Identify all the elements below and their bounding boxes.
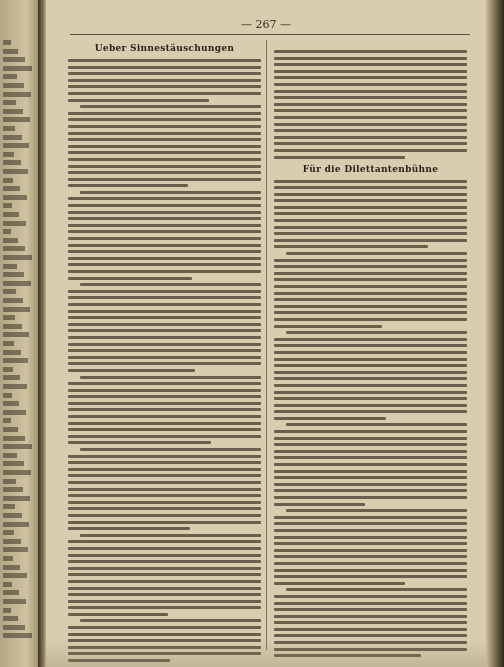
- text-line: [274, 549, 467, 552]
- text-line: [274, 437, 467, 440]
- text-line: [68, 263, 261, 266]
- text-line: [274, 96, 467, 99]
- text-line: [274, 325, 382, 328]
- text-line: [274, 142, 467, 145]
- text-line: [274, 608, 467, 611]
- section-heading: Für die Dilettantenbühne: [302, 164, 439, 175]
- text-line: [274, 384, 467, 387]
- text-line: [68, 488, 261, 491]
- text-fragment: [3, 255, 32, 260]
- text-column-right: [274, 40, 467, 661]
- text-line: [68, 178, 261, 181]
- text-line: [274, 522, 467, 525]
- text-line: [68, 197, 261, 200]
- text-line: [274, 219, 467, 222]
- text-fragment: [3, 358, 28, 363]
- text-fragment: [3, 83, 24, 88]
- text-fragment: [3, 487, 23, 492]
- text-fragment: [3, 40, 11, 45]
- text-line: [68, 382, 261, 385]
- text-line: [68, 507, 261, 510]
- text-line: [68, 217, 261, 220]
- text-fragment: [3, 298, 23, 303]
- text-line: [274, 351, 467, 354]
- text-line: [80, 191, 261, 194]
- text-line: [68, 633, 261, 636]
- text-line: [68, 329, 261, 332]
- text-fragment: [3, 582, 12, 587]
- text-line: [68, 343, 261, 346]
- text-line: [68, 481, 261, 484]
- text-fragment: [3, 109, 23, 114]
- text-fragment: [3, 401, 19, 406]
- text-line: [274, 63, 467, 66]
- text-line: [68, 230, 261, 233]
- text-line: [274, 199, 467, 202]
- text-line: [68, 389, 261, 392]
- text-fragment: [3, 504, 15, 509]
- text-line: [274, 212, 467, 215]
- text-line: [274, 555, 467, 558]
- text-fragment: [3, 444, 32, 449]
- text-fragment: [3, 307, 30, 312]
- text-line: [274, 285, 467, 288]
- text-fragment: [3, 590, 19, 595]
- text-line: [274, 404, 467, 407]
- section-heading: Ueber Sinnestäuschungen: [94, 44, 235, 54]
- column-divider: [266, 40, 267, 650]
- text-line: [68, 257, 261, 260]
- text-line: [274, 76, 467, 79]
- text-line: [274, 180, 467, 183]
- text-line: [274, 470, 467, 473]
- text-fragment: [3, 418, 11, 423]
- text-fragment: [3, 350, 21, 355]
- text-line: [68, 296, 261, 299]
- text-line: [68, 250, 261, 253]
- text-line: [274, 397, 467, 400]
- text-fragment: [3, 453, 17, 458]
- page-number: — 267 —: [241, 18, 291, 31]
- text-line: [274, 602, 467, 605]
- text-fragment: [3, 169, 28, 174]
- text-fragment: [3, 436, 25, 441]
- text-line: [68, 323, 261, 326]
- text-line: [274, 582, 405, 585]
- text-line: [80, 619, 261, 622]
- text-line: [274, 265, 467, 268]
- text-line: [274, 489, 467, 492]
- text-line: [68, 184, 188, 187]
- text-fragment: [3, 186, 20, 191]
- text-fragment: [3, 367, 13, 372]
- text-fragment: [3, 315, 15, 320]
- text-line: [68, 204, 261, 207]
- text-line: [274, 298, 467, 301]
- text-fragment: [3, 143, 29, 148]
- text-line: [274, 136, 467, 139]
- text-line: [274, 305, 467, 308]
- text-line: [68, 171, 261, 174]
- text-fragment: [3, 375, 20, 380]
- text-fragment: [3, 625, 25, 630]
- text-line: [274, 109, 467, 112]
- text-fragment: [3, 212, 19, 217]
- text-line: [68, 349, 261, 352]
- text-line: [68, 422, 261, 425]
- text-line: [68, 59, 261, 62]
- text-fragment: [3, 272, 24, 277]
- text-line: [274, 292, 467, 295]
- text-line: [274, 634, 467, 637]
- text-line: [68, 79, 261, 82]
- text-line: [274, 476, 467, 479]
- text-line: [274, 503, 365, 506]
- text-line: [286, 331, 467, 334]
- text-line: [68, 547, 261, 550]
- text-fragment: [3, 264, 17, 269]
- text-line: [68, 474, 261, 477]
- text-line: [68, 112, 261, 115]
- text-fragment: [3, 195, 27, 200]
- text-line: [68, 494, 261, 497]
- text-line: [274, 410, 467, 413]
- text-line: [286, 423, 467, 426]
- text-fragment: [3, 556, 13, 561]
- text-line: [274, 371, 467, 374]
- text-line: [274, 377, 467, 380]
- text-fragment: [3, 384, 27, 389]
- text-line: [274, 536, 467, 539]
- text-column-left: [68, 40, 261, 666]
- text-line: [68, 336, 261, 339]
- text-fragment: [3, 57, 25, 62]
- text-line: [274, 391, 467, 394]
- text-line: [274, 129, 467, 132]
- text-fragment: [3, 427, 18, 432]
- text-fragment: [3, 599, 26, 604]
- text-fragment: [3, 522, 29, 527]
- text-line: [274, 70, 467, 73]
- text-fragment: [3, 530, 14, 535]
- text-fragment: [3, 470, 31, 475]
- text-line: [68, 402, 261, 405]
- text-fragment: [3, 92, 31, 97]
- text-line: [274, 311, 467, 314]
- text-line: [68, 224, 261, 227]
- text-line: [274, 562, 467, 565]
- text-line: [80, 376, 261, 379]
- text-line: [274, 149, 467, 152]
- text-line: [68, 554, 261, 557]
- text-line: [68, 600, 261, 603]
- text-line: [68, 580, 261, 583]
- text-fragment: [3, 513, 22, 518]
- text-line: [274, 186, 467, 189]
- text-line: [274, 193, 467, 196]
- text-line: [274, 615, 467, 618]
- text-line: [68, 277, 192, 280]
- text-line: [274, 542, 467, 545]
- header-rule: [70, 34, 470, 35]
- text-line: [274, 569, 467, 572]
- text-line: [68, 151, 261, 154]
- text-fragment: [3, 410, 26, 415]
- text-line: [274, 57, 467, 60]
- text-fragment: [3, 117, 30, 122]
- text-line: [68, 362, 261, 365]
- text-line: [68, 626, 261, 629]
- text-line: [68, 99, 209, 102]
- text-line: [68, 244, 261, 247]
- text-line: [274, 496, 467, 499]
- text-fragment: [3, 616, 18, 621]
- text-line: [68, 290, 261, 293]
- text-fragment: [3, 608, 11, 613]
- text-line: [274, 245, 428, 248]
- text-line: [68, 125, 261, 128]
- text-line: [68, 316, 261, 319]
- text-line: [68, 587, 261, 590]
- text-fragment: [3, 126, 15, 131]
- text-fragment: [3, 203, 12, 208]
- text-line: [274, 259, 467, 262]
- page-edge-shadow: [486, 0, 504, 667]
- text-line: [68, 455, 261, 458]
- text-line: [68, 573, 261, 576]
- text-line: [80, 448, 261, 451]
- text-fragment: [3, 289, 16, 294]
- text-line: [68, 395, 261, 398]
- text-line: [68, 145, 261, 148]
- text-fragment: [3, 221, 26, 226]
- text-line: [286, 252, 467, 255]
- text-line: [274, 595, 467, 598]
- text-line: [274, 358, 467, 361]
- text-line: [68, 158, 261, 161]
- text-line: [274, 628, 467, 631]
- text-line: [68, 85, 261, 88]
- text-line: [274, 116, 467, 119]
- text-line: [68, 132, 261, 135]
- text-line: [274, 226, 467, 229]
- text-line: [274, 463, 467, 466]
- text-line: [68, 356, 261, 359]
- text-line: [286, 509, 467, 512]
- text-line: [68, 303, 261, 306]
- page-bottom-shade: [46, 640, 486, 667]
- text-line: [274, 156, 405, 159]
- text-line: [68, 468, 261, 471]
- text-line: [80, 105, 261, 108]
- text-line: [80, 534, 261, 537]
- text-line: [68, 567, 261, 570]
- text-line: [274, 417, 386, 420]
- text-line: [68, 408, 261, 411]
- text-fragment: [3, 281, 31, 286]
- text-line: [274, 318, 467, 321]
- text-line: [68, 138, 261, 141]
- text-fragment: [3, 393, 12, 398]
- text-line: [274, 516, 467, 519]
- text-fragment: [3, 539, 21, 544]
- text-line: [68, 441, 211, 444]
- text-line: [68, 415, 261, 418]
- text-line: [68, 165, 261, 168]
- text-fragment: [3, 573, 27, 578]
- text-line: [68, 310, 261, 313]
- text-line: [274, 83, 467, 86]
- text-line: [274, 529, 467, 532]
- text-fragment: [3, 565, 20, 570]
- text-fragment: [3, 49, 18, 54]
- text-fragment: [3, 66, 32, 71]
- text-fragment: [3, 152, 14, 157]
- text-line: [274, 575, 467, 578]
- previous-page-edge: [0, 0, 38, 667]
- text-fragment: [3, 479, 16, 484]
- text-line: [274, 50, 467, 53]
- text-line: [286, 588, 467, 591]
- text-fragment: [3, 229, 11, 234]
- text-fragment: [3, 633, 32, 638]
- text-line: [68, 501, 261, 504]
- text-line: [68, 514, 261, 517]
- text-line: [274, 483, 467, 486]
- text-line: [274, 103, 467, 106]
- text-line: [68, 435, 261, 438]
- text-line: [68, 527, 190, 530]
- text-fragment: [3, 461, 24, 466]
- text-line: [274, 239, 467, 242]
- text-line: [68, 613, 168, 616]
- text-fragment: [3, 547, 28, 552]
- text-line: [68, 118, 261, 121]
- text-line: [274, 206, 467, 209]
- text-line: [68, 428, 261, 431]
- text-fragment: [3, 332, 29, 337]
- text-line: [274, 90, 467, 93]
- text-fragment: [3, 100, 16, 105]
- text-fragment: [3, 135, 22, 140]
- text-line: [80, 283, 261, 286]
- text-line: [274, 278, 467, 281]
- text-fragment: [3, 178, 13, 183]
- text-line: [68, 270, 261, 273]
- text-fragment: [3, 324, 22, 329]
- text-line: [274, 344, 467, 347]
- text-line: [274, 338, 467, 341]
- text-fragment: [3, 74, 17, 79]
- text-line: [274, 272, 467, 275]
- text-line: [274, 364, 467, 367]
- text-fragment: [3, 246, 25, 251]
- text-line: [274, 443, 467, 446]
- text-fragment: [3, 238, 18, 243]
- text-fragment: [3, 341, 14, 346]
- text-line: [68, 606, 261, 609]
- text-line: [68, 461, 261, 464]
- text-line: [68, 540, 261, 543]
- text-line: [274, 621, 467, 624]
- text-line: [68, 237, 261, 240]
- text-line: [68, 521, 261, 524]
- text-line: [68, 369, 195, 372]
- text-line: [274, 232, 467, 235]
- text-line: [68, 72, 261, 75]
- text-line: [274, 123, 467, 126]
- text-line: [274, 456, 467, 459]
- text-fragment: [3, 160, 21, 165]
- text-line: [68, 92, 261, 95]
- book-gutter: [38, 0, 46, 667]
- text-line: [68, 593, 261, 596]
- text-line: [274, 450, 467, 453]
- text-line: [274, 430, 467, 433]
- text-line: [68, 211, 261, 214]
- text-line: [68, 66, 261, 69]
- text-fragment: [3, 496, 30, 501]
- book-page: [46, 0, 486, 667]
- text-line: [68, 560, 261, 563]
